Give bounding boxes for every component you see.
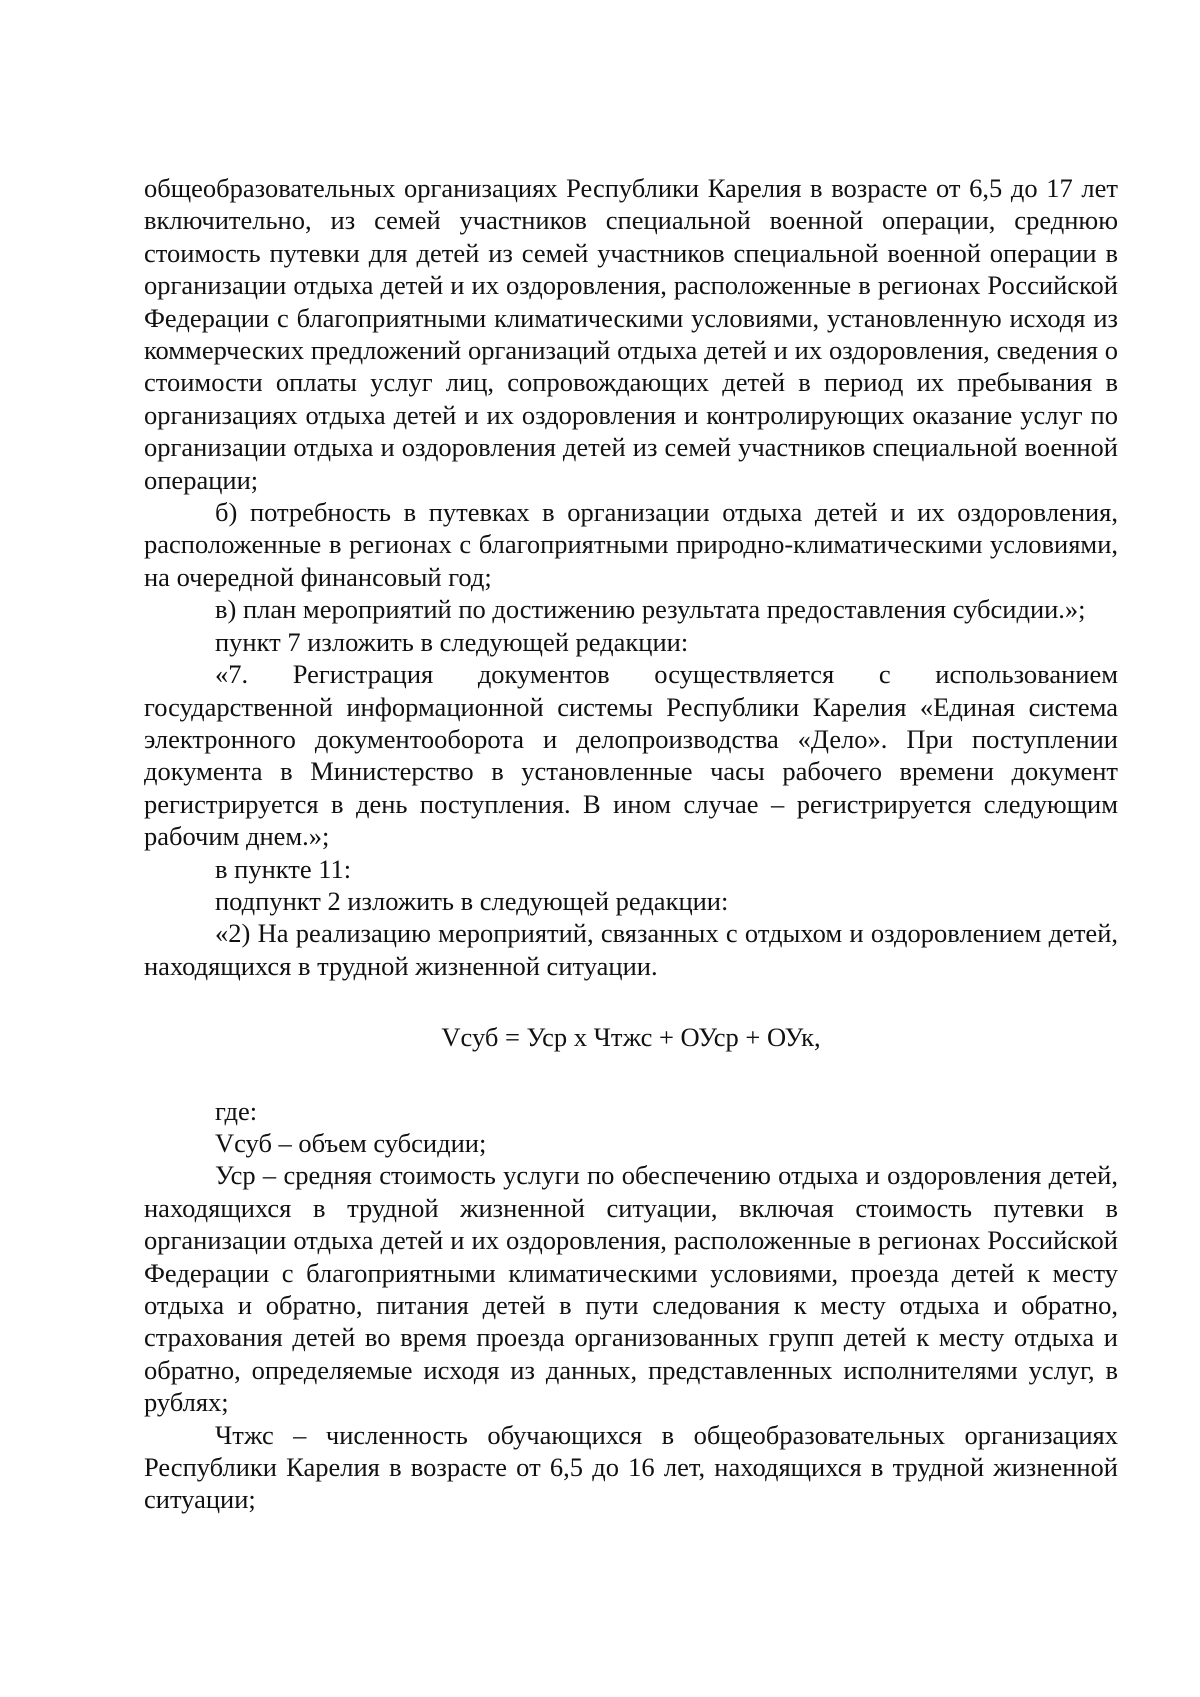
paragraph-voucher-demand: б) потребность в путевках в организации отдыха детей и их оздоровления, расположенные в регионах с благоприятными природно-климатическими условиями, на очередной финансовый год; <box>144 497 1118 592</box>
definition-chtzhs: Чтжс – численность обучающихся в общеобразовательных организациях Республики Карелия в возрасте от 6,5 до 16 лет, находящихся в трудной жизненной ситуации; <box>144 1419 1118 1515</box>
document-body <box>144 172 1118 1516</box>
paragraph-action-plan: в) план мероприятий по достижению результата предоставления субсидии.»; <box>215 594 1086 625</box>
paragraph-item-7-text: «7. Регистрация документов осуществляется с использованием государственной информационной системы Республики Карелия «Единая система электронного документооборота и делопроизводства «Дело». При поступлении документа в Министерство в установленные часы рабочего времени документ регистрируется в день поступления. В ином случае – регистрируется следующим рабочим днем.»; <box>144 659 1118 852</box>
paragraph-subitem-2-text: «2) На реализацию мероприятий, связанных с отдыхом и оздоровлением детей, находящихся в трудной жизненной ситуации. <box>144 918 1118 981</box>
definition-where: где: <box>215 1095 258 1126</box>
definition-vsub: Vсуб – объем субсидии; <box>215 1127 487 1158</box>
paragraph-subitem-2-intro: подпункт 2 изложить в следующей редакции: <box>215 885 729 916</box>
paragraph-eligibility-data: общеобразовательных организациях Республики Карелия в возрасте от 6,5 до 17 лет включительно, из семей участников специальной военной операции, среднюю стоимость путевки для детей из семей участников специальной военной операции в организации отдыха детей и их оздоровления, расположенные в регионах Российской Федерации с благоприятными климатическими условиями, установленную исходя из коммерческих предложений организаций отдыха детей и их оздоровления, сведения о стоимости оплаты услуг лиц, сопровождающих детей в период их пребывания в организациях отдыха детей и их оздоровления и контролирующих оказание услуг по организации отдыха и оздоровления детей из семей участников специальной военной операции; <box>144 173 1118 495</box>
paragraph-item-7-intro: пункт 7 изложить в следующей редакции: <box>215 626 689 657</box>
subsidy-formula: Vсуб = Уср x Чтжс + ОУср + ОУк, <box>441 1022 821 1053</box>
definition-usr: Уср – средняя стоимость услуги по обеспечению отдыха и оздоровления детей, находящихся в трудной жизненной ситуации, включая стоимость путевки в организации отдыха детей и их оздоровления, расположенные в регионах Российской Федерации с благоприятными климатическими условиями, проезда детей к месту отдыха и обратно, питания детей в пути следования к месту отдыха и обратно, страхования детей во время проезда организованных групп детей к месту отдыха и обратно, определяемые исходя из данных, представленных исполнителями услуг, в рублях; <box>144 1160 1118 1418</box>
paragraph-item-11-intro: в пункте 11: <box>215 853 352 884</box>
